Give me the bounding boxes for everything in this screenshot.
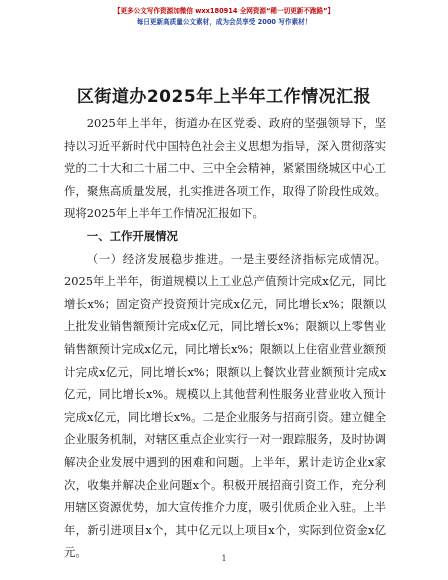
promo-banner-line2: 每日更新高质量公文素材，成为会员享受 2000 写作素材！ bbox=[136, 18, 312, 26]
intro-paragraph: 2025年上半年，街道办在区党委、政府的坚强领导下，坚持以习近平新时代中国特色社会主义思想为指导，深入贯彻落实党的二十大和二十届二中、三中全会精神，紧紧围绕城区中心工作，聚焦高质量发展，扎实推进各项工作，取得了阶段性成效。现将2025年上半年工作情况汇报如下。 bbox=[64, 116, 386, 221]
section-heading: 一、工作开展情况 bbox=[86, 228, 178, 243]
economic-development-paragraph: （一）经济发展稳步推进。一是主要经济指标完成情况。2025年上半年，街道规模以上工业总产值预计完成x亿元，同比增长x%；固定资产投资预计完成x亿元，同比增长x%；限额以上批发业销售额预计完成x亿元，同比增长x%；限额以上零售业销售额预计完成x亿元，同比增长x%；限额以上住宿业营业额预计完成x亿元，同比增长x%；限额以上餐饮业营业额预计完成x亿元，同比增长x%。规模以上其他营利性服务业营业收入预计完成x亿元，同比增长x%。二是企业服务与招商引资。建立健全企业服务机制，对辖区重点企业实行一对一跟踪服务，及时协调解决企业发展中遇到的困难和问题。上半年，累计走访企业x家次，收集并解决企业问题x个。积极开展招商引资工作，充分利用辖区资源优势，加大宣传推介力度，吸引优质企业入驻。上半年，新引进项目x个，其中亿元以上项目x个，实际到位资金x亿元。 bbox=[64, 251, 386, 560]
page-number: 1 bbox=[221, 554, 227, 563]
document-body bbox=[64, 112, 386, 564]
promo-banner bbox=[60, 6, 388, 28]
document-title: 区街道办2025年上半年工作情况汇报 bbox=[76, 87, 372, 107]
promo-banner-line1: 【更多公文写作资源加微信 wxx180914 全网资源“稀一切更新不跑路”】 bbox=[113, 7, 335, 15]
